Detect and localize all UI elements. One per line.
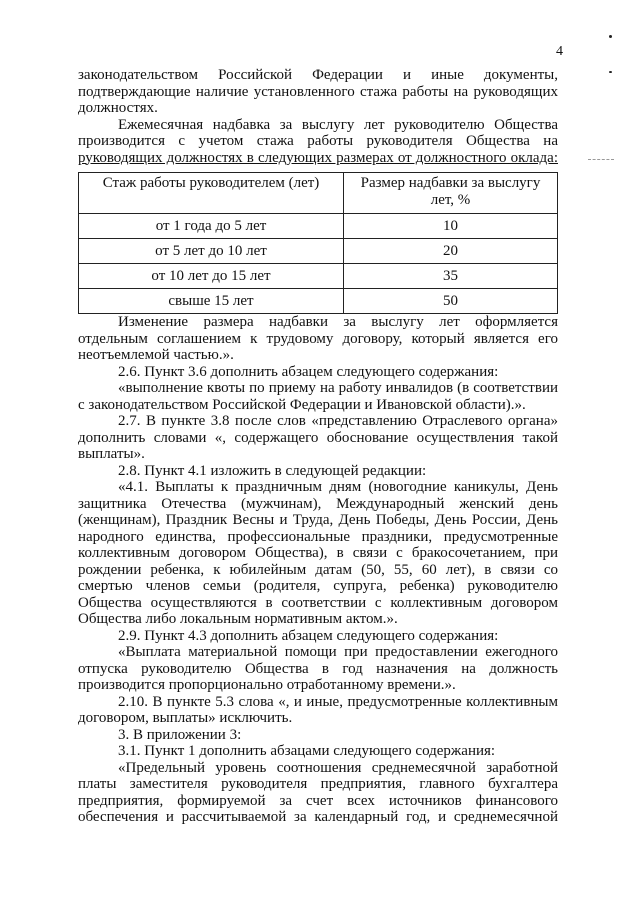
text-line: 2.7. В пункте 3.8 после слов «представлению Отраслевого органа» bbox=[118, 413, 558, 429]
scan-mark bbox=[588, 159, 614, 160]
text-line: Общества либо локальным нормативным актом.». bbox=[78, 611, 398, 627]
text-line: народного единства, профессиональные праздники, предусмотренные bbox=[78, 528, 558, 545]
table-row bbox=[79, 264, 558, 289]
text-line: должностях. bbox=[78, 100, 158, 116]
table-header-cell: Стаж работы руководителем (лет) bbox=[79, 173, 344, 214]
text-line: «выполнение квоты по приему на работу инвалидов (в соответствии bbox=[118, 380, 558, 396]
text-line: законодательством Российской Федерации и иные документы, bbox=[78, 67, 558, 83]
paragraph bbox=[78, 67, 558, 117]
text-line: дополнить словами «, содержащего обоснование осуществления такой bbox=[78, 429, 558, 446]
text-line: Ежемесячная надбавка за выслугу лет руководителю Общества bbox=[118, 116, 558, 133]
text-line: платы заместителя руководителя предприятия, главного бухгалтера bbox=[78, 776, 558, 792]
paragraph bbox=[78, 364, 558, 381]
paragraph bbox=[78, 479, 558, 628]
text-line: «Предельный уровень соотношения среднемесячной заработной bbox=[118, 759, 558, 776]
table-cell: 20 bbox=[344, 239, 558, 264]
text-line: защитника Отечества (мужчинам), Международный женский день bbox=[78, 495, 558, 512]
text-line: договором, выплаты» исключить. bbox=[78, 710, 293, 726]
text-line: рождении ребенка, к юбилейным датам (50, 55, 60 лет), в связи со bbox=[78, 561, 558, 578]
text-line: подтверждающие наличие установленного стажа работы на руководящих bbox=[78, 83, 558, 100]
table-cell: 35 bbox=[344, 264, 558, 289]
table-cell: 10 bbox=[344, 214, 558, 239]
paragraph bbox=[78, 694, 558, 727]
text-line: коллективным договором Общества), в связи с бракосочетанием, при bbox=[78, 545, 558, 561]
text-line: отдельным соглашением к трудовому договору, который является его bbox=[78, 330, 558, 347]
table-cell: от 1 года до 5 лет bbox=[79, 214, 344, 239]
text-line: Общества осуществляются в соответствии с коллективным договором bbox=[78, 594, 558, 611]
table-cell: от 10 лет до 15 лет bbox=[79, 264, 344, 289]
paragraph bbox=[78, 463, 558, 480]
paragraph bbox=[78, 760, 558, 826]
text-line: Изменение размера надбавки за выслугу лет оформляется bbox=[118, 314, 558, 330]
text-line: неотъемлемой частью.». bbox=[78, 347, 234, 363]
text-line: выплаты». bbox=[78, 446, 145, 462]
seniority-bonus-table bbox=[78, 172, 558, 314]
table-header-row bbox=[79, 173, 558, 214]
text-line: обеспечения и рассчитываемой за календарный год, и среднемесячной bbox=[78, 809, 558, 825]
text-line: руководящих должностях в следующих размерах от должностного оклада: bbox=[78, 149, 558, 166]
table-row bbox=[79, 214, 558, 239]
paragraph bbox=[78, 413, 558, 463]
paragraph bbox=[78, 117, 558, 167]
page-number: 4 bbox=[556, 44, 563, 59]
text-line: 2.6. Пункт 3.6 дополнить абзацем следующего содержания: bbox=[118, 363, 499, 380]
paragraph bbox=[78, 727, 558, 744]
table-cell: 50 bbox=[344, 289, 558, 314]
text-line: «Выплата материальной помощи при предоставлении ежегодного bbox=[118, 644, 558, 660]
paragraph bbox=[78, 380, 558, 413]
paragraph bbox=[78, 628, 558, 645]
scan-speck bbox=[609, 71, 612, 73]
text-line: 3. В приложении 3: bbox=[118, 726, 242, 743]
text-line: 2.9. Пункт 4.3 дополнить абзацем следующего содержания: bbox=[118, 627, 499, 644]
text-line: отпуска руководителю Общества в год назначения на должность bbox=[78, 660, 558, 677]
table-cell: свыше 15 лет bbox=[79, 289, 344, 314]
table-row bbox=[79, 239, 558, 264]
table-cell: от 5 лет до 10 лет bbox=[79, 239, 344, 264]
paragraph bbox=[78, 314, 558, 364]
scan-speck bbox=[609, 35, 612, 38]
text-line: смертью членов семьи (родителя, супруга, ребенка) руководителю bbox=[78, 578, 558, 594]
text-line: 2.10. В пункте 5.3 слова «, и иные, предусмотренные коллективным bbox=[118, 693, 558, 710]
text-line: с законодательством Российской Федерации и Ивановской области).». bbox=[78, 396, 526, 413]
text-line: «4.1. Выплаты к праздничным дням (новогодние каникулы, День bbox=[118, 479, 558, 495]
paragraph bbox=[78, 743, 558, 760]
table-row bbox=[79, 289, 558, 314]
text-line: производится пропорционально отработанному времени.». bbox=[78, 677, 456, 693]
document-text-main bbox=[78, 314, 558, 826]
text-line: предприятия, формируемой за счет всех источников финансового bbox=[78, 792, 558, 809]
text-line: производится с учетом стажа работы руководителя Общества на bbox=[78, 133, 558, 149]
text-line: (женщинам), Праздник Весны и Труда, День Победы, День России, День bbox=[78, 512, 558, 528]
text-line: 2.8. Пункт 4.1 изложить в следующей редакции: bbox=[118, 462, 427, 479]
text-line: 3.1. Пункт 1 дополнить абзацами следующего содержания: bbox=[118, 743, 496, 759]
table-header-cell: Размер надбавки за выслугу лет, % bbox=[344, 173, 558, 214]
document-text-top bbox=[78, 67, 558, 166]
paragraph bbox=[78, 644, 558, 694]
